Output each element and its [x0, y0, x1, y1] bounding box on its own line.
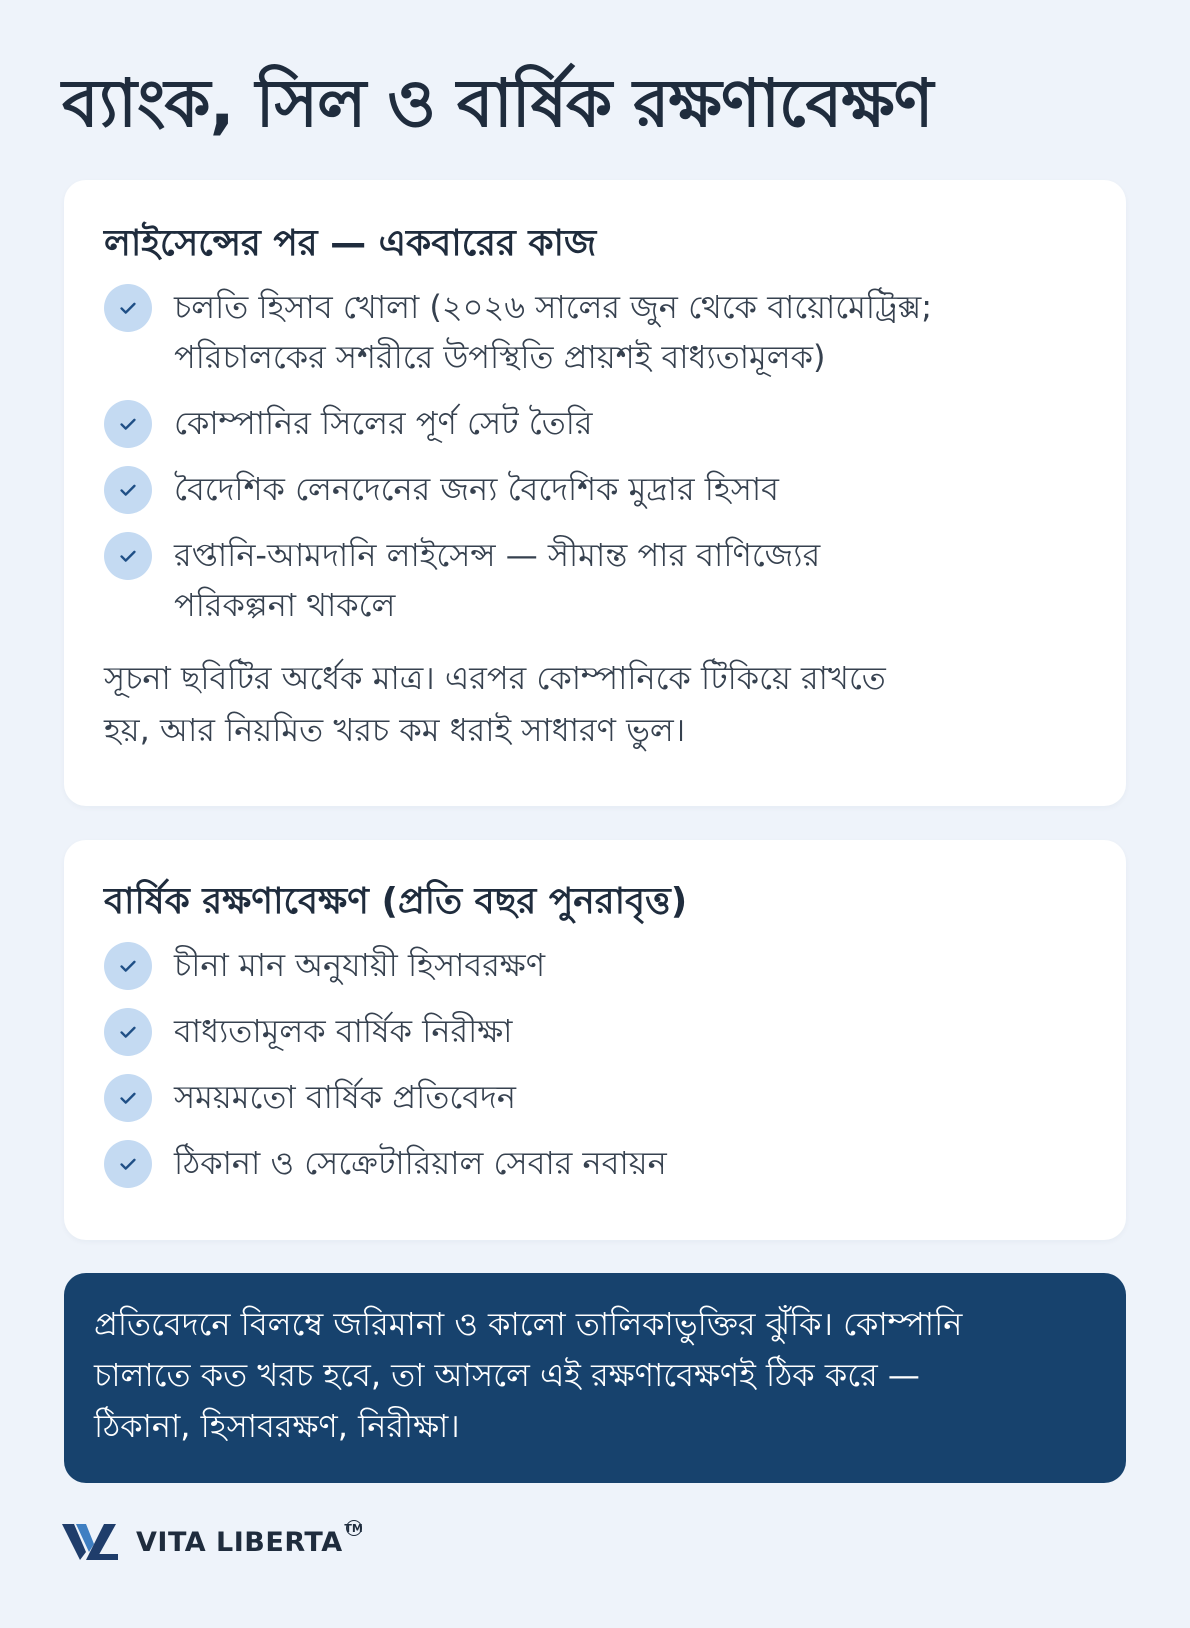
callout-text: প্রতিবেদনে বিলম্বে জরিমানা ও কালো তালিকাভুক্তির ঝুঁকি। কোম্পানি চালাতে কত খরচ হবে, তা আসলে এই রক্ষণাবেক্ষণই ঠিক করে — ঠিকানা, হিসাবরক্ষণ, নিরীক্ষা। — [94, 1305, 963, 1445]
list-item-text: রপ্তানি-আমদানি লাইসেন্স — সীমান্ত পার বাণিজ্যের পরিকল্পনা থাকলে — [174, 536, 821, 624]
check-icon — [104, 400, 152, 448]
check-icon — [104, 1140, 152, 1188]
check-icon — [104, 466, 152, 514]
list-item-text: চীনা মান অনুযায়ী হিসাবরক্ষণ — [174, 946, 546, 984]
one-time-tasks-heading: লাইসেন্সের পর — একবারের কাজ — [104, 223, 597, 264]
vita-liberta-logo — [62, 1520, 122, 1564]
one-time-tasks-note: সূচনা ছবিটির অর্ধেক মাত্র। এরপর কোম্পানিকে টিকিয়ে রাখতে হয়, আর নিয়মিত খরচ কম ধরাই সাধারণ ভুল। — [104, 659, 886, 749]
one-time-tasks-card — [64, 180, 1126, 806]
list-item — [104, 1006, 1086, 1056]
list-item-text: কোম্পানির সিলের পূর্ণ সেট তৈরি — [174, 404, 593, 442]
check-icon — [104, 532, 152, 580]
page-title: ব্যাংক, সিল ও বার্ষিক রক্ষণাবেক্ষণ — [62, 65, 933, 142]
list-item — [104, 398, 1086, 448]
trademark-badge: TM — [344, 1521, 363, 1535]
list-item-text: চলতি হিসাব খোলা (২০২৬ সালের জুন থেকে বায়োমেট্রিক্স; পরিচালকের সশরীরে উপস্থিতি প্রায়শই বাধ্যতামূলক) — [174, 288, 933, 376]
list-item — [104, 530, 1086, 630]
list-item — [104, 464, 1086, 514]
list-item — [104, 940, 1086, 990]
check-icon — [104, 1008, 152, 1056]
list-item — [104, 1072, 1086, 1122]
warning-callout — [64, 1273, 1126, 1483]
brand-footer — [62, 1520, 362, 1564]
list-item — [104, 282, 1086, 382]
annual-maintenance-list — [104, 940, 1086, 1188]
check-icon — [104, 942, 152, 990]
annual-maintenance-heading: বার্ষিক রক্ষণাবেক্ষণ (প্রতি বছর পুনরাবৃত্ত) — [104, 881, 688, 922]
list-item — [104, 1138, 1086, 1188]
list-item-text: ঠিকানা ও সেক্রেটারিয়াল সেবার নবায়ন — [174, 1144, 667, 1182]
annual-maintenance-card — [64, 840, 1126, 1240]
one-time-tasks-list — [104, 282, 1086, 630]
brand-name: VITA LIBERTA — [136, 1526, 343, 1558]
list-item-text: বৈদেশিক লেনদেনের জন্য বৈদেশিক মুদ্রার হিসাব — [174, 470, 779, 508]
check-icon — [104, 1074, 152, 1122]
check-icon — [104, 284, 152, 332]
list-item-text: বাধ্যতামূলক বার্ষিক নিরীক্ষা — [174, 1012, 513, 1050]
list-item-text: সময়মতো বার্ষিক প্রতিবেদন — [174, 1078, 516, 1116]
